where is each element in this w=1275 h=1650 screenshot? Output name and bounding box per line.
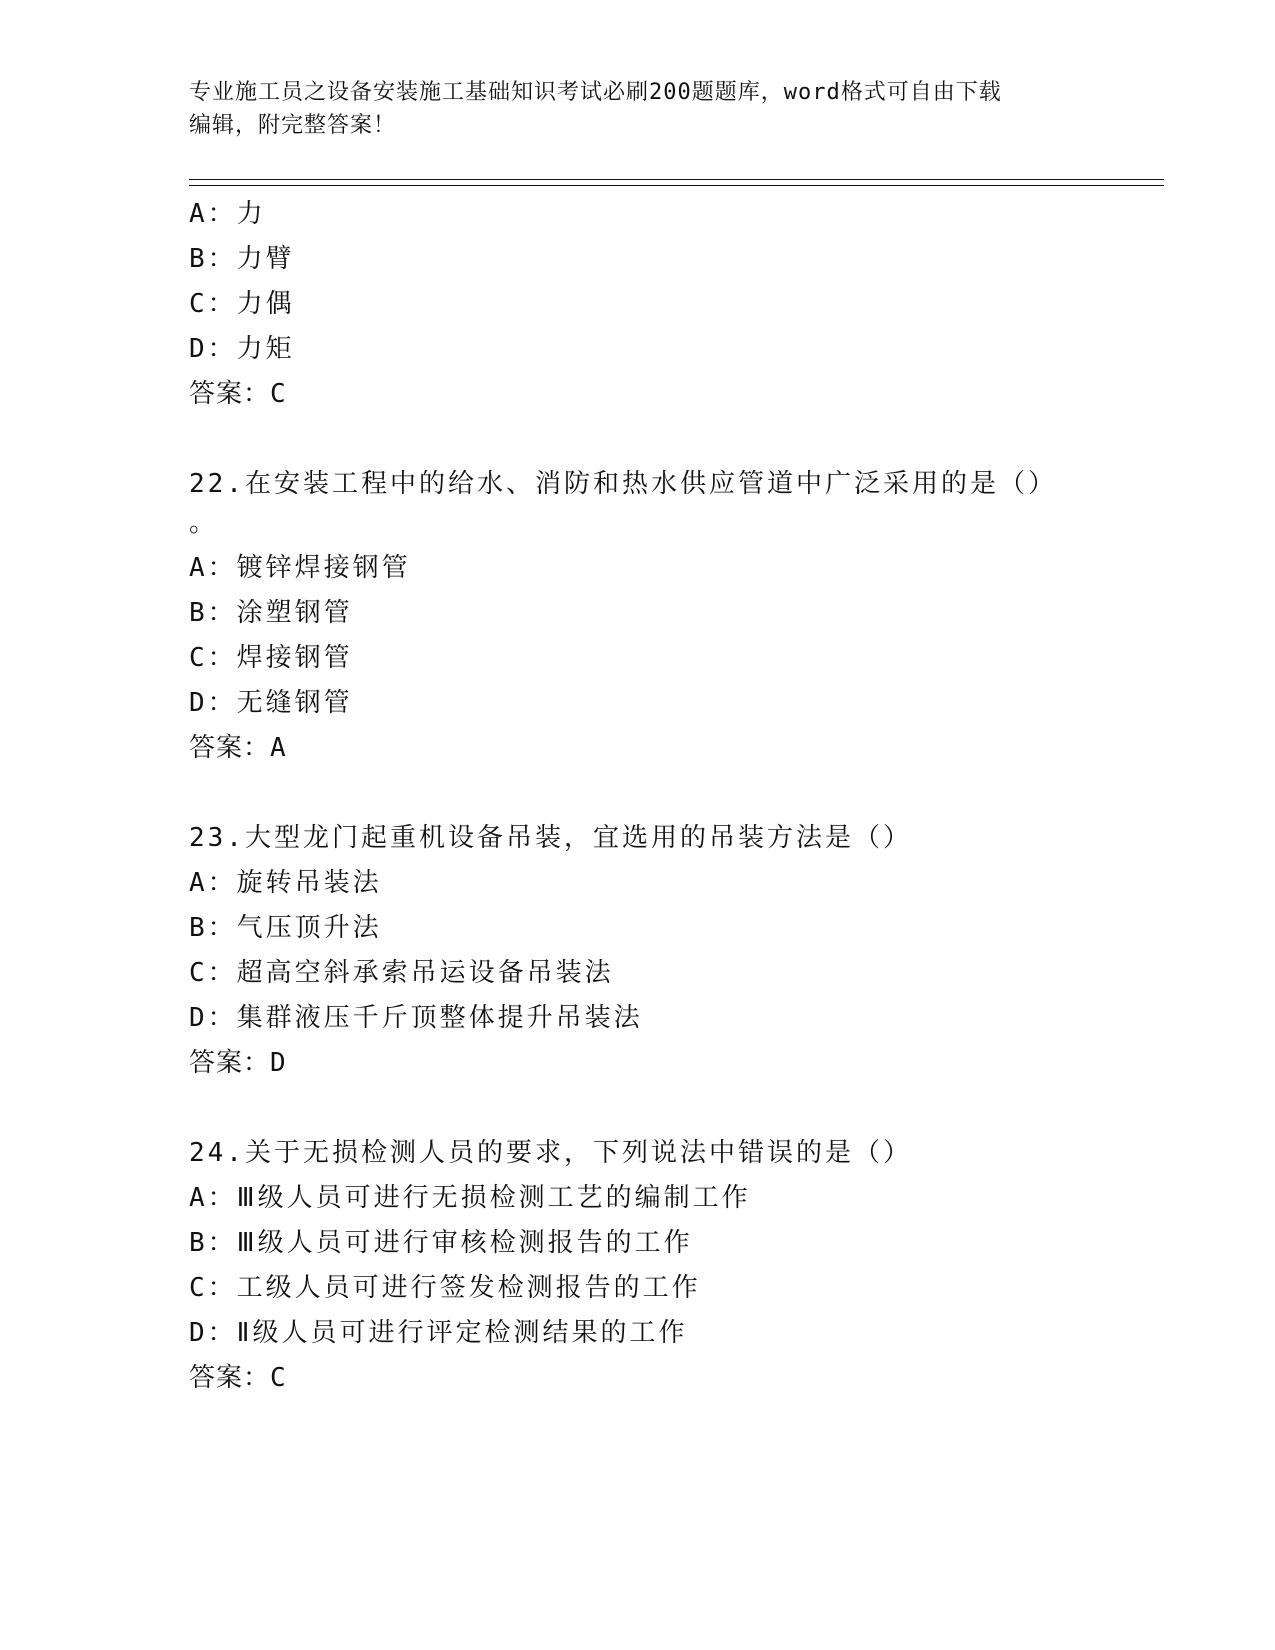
option-a: A：镀锌焊接钢管 xyxy=(189,553,411,583)
answer-line: 答案：D xyxy=(189,1048,287,1078)
option-d: D：无缝钢管 xyxy=(189,688,353,718)
question-23 xyxy=(189,816,1164,1086)
option-b: B：气压顶升法 xyxy=(189,913,382,943)
question-stem-continuation: 。 xyxy=(189,508,219,538)
option-a: A：力 xyxy=(189,199,266,229)
option-a: A：Ⅲ级人员可进行无损检测工艺的编制工作 xyxy=(189,1183,751,1213)
answer-line: 答案：C xyxy=(189,1363,287,1393)
question-stem: 22.在安装工程中的给水、消防和热水供应管道中广泛采用的是（） xyxy=(189,469,1057,499)
document-header xyxy=(189,76,1089,142)
option-b: B：Ⅲ级人员可进行审核检测报告的工作 xyxy=(189,1228,693,1258)
question-22 xyxy=(189,462,1164,771)
answer-line: 答案：A xyxy=(189,733,287,763)
spacer xyxy=(189,417,1164,462)
option-c: C：工级人员可进行签发检测报告的工作 xyxy=(189,1273,701,1303)
question-list xyxy=(189,192,1164,1401)
option-b: B：涂塑钢管 xyxy=(189,598,353,628)
header-line-2: 编辑，附完整答案！ xyxy=(189,113,397,138)
spacer xyxy=(189,1086,1164,1131)
option-a: A：旋转吊装法 xyxy=(189,868,382,898)
question-stem: 24.关于无损检测人员的要求，下列说法中错误的是（） xyxy=(189,1138,912,1168)
question-24 xyxy=(189,1131,1164,1401)
answer-line: 答案：C xyxy=(189,379,287,409)
spacer xyxy=(189,771,1164,816)
question-stem: 23.大型龙门起重机设备吊装，宜选用的吊装方法是（） xyxy=(189,823,912,853)
option-d: D：集群液压千斤顶整体提升吊装法 xyxy=(189,1003,643,1033)
option-c: C：超高空斜承索吊运设备吊装法 xyxy=(189,958,614,988)
question-21 xyxy=(189,192,1164,417)
header-line-1: 专业施工员之设备安装施工基础知识考试必刷200题题库，word格式可自由下载 xyxy=(189,80,1002,105)
header-double-rule xyxy=(189,179,1164,186)
option-d: D：力矩 xyxy=(189,334,295,364)
option-c: C：焊接钢管 xyxy=(189,643,353,673)
option-d: D：Ⅱ级人员可进行评定检测结果的工作 xyxy=(189,1318,688,1348)
option-c: C：力偶 xyxy=(189,289,295,319)
option-b: B：力臂 xyxy=(189,244,295,274)
